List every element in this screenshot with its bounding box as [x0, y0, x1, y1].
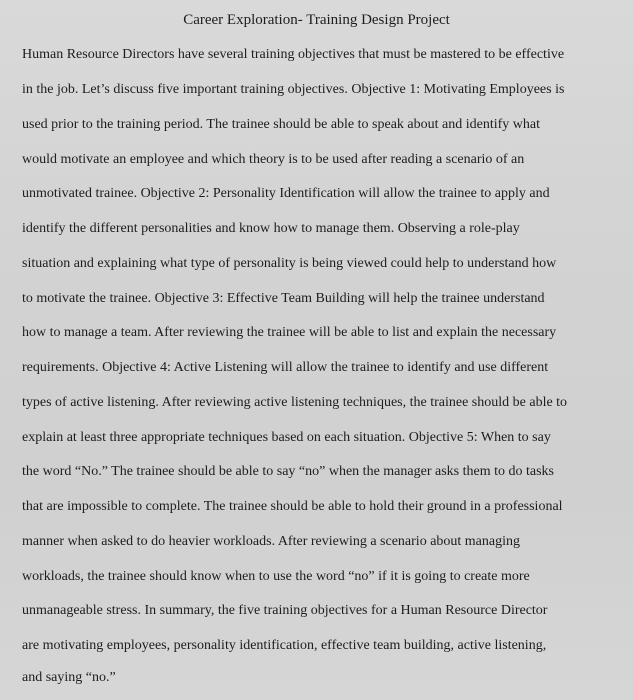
- paragraph-line-5: unmotivated trainee. Objective 2: Personality Identification will allow the trainee to apply and: [22, 186, 550, 201]
- paragraph-line-9: how to manage a team. After reviewing the trainee will be able to list and explain the necessary: [22, 325, 557, 340]
- paragraph-line-16: workloads, the trainee should know when to use the word “no” if it is going to create more: [22, 569, 530, 584]
- paragraph-line-13: the word “No.” The trainee should be able to say “no” when the manager asks them to do tasks: [22, 464, 554, 479]
- paragraph-line-1: Human Resource Directors have several training objectives that must be mastered to be effective: [22, 47, 565, 62]
- paragraph-line-12: explain at least three appropriate techniques based on each situation. Objective 5: When to say: [22, 430, 551, 445]
- document-title: Career Exploration- Training Design Project: [183, 12, 450, 28]
- paragraph-line-6: identify the different personalities and know how to manage them. Observing a role-play: [22, 221, 520, 236]
- paragraph-line-17: unmanageable stress. In summary, the five training objectives for a Human Resource Director: [22, 603, 548, 618]
- paragraph-line-14: that are impossible to complete. The trainee should be able to hold their ground in a professional: [22, 499, 563, 514]
- paragraph-line-3: used prior to the training period. The trainee should be able to speak about and identify what: [22, 117, 540, 132]
- paragraph-line-11: types of active listening. After reviewing active listening techniques, the trainee should be able to: [22, 395, 568, 410]
- paragraph-line-15: manner when asked to do heavier workloads. After reviewing a scenario about managing: [22, 534, 520, 549]
- paragraph-line-18: are motivating employees, personality identification, effective team building, active listening,: [22, 638, 547, 653]
- paragraph-line-19: and saying “no.”: [22, 670, 116, 685]
- paragraph-line-4: would motivate an employee and which theory is to be used after reading a scenario of an: [22, 152, 525, 167]
- paragraph-line-8: to motivate the trainee. Objective 3: Effective Team Building will help the trainee understand: [22, 291, 545, 306]
- paragraph-line-7: situation and explaining what type of personality is being viewed could help to understand how: [22, 256, 557, 271]
- paragraph-line-2: in the job. Let’s discuss five important training objectives. Objective 1: Motivating Employees is: [22, 82, 565, 97]
- paragraph-line-10: requirements. Objective 4: Active Listening will allow the trainee to identify and use different: [22, 360, 549, 375]
